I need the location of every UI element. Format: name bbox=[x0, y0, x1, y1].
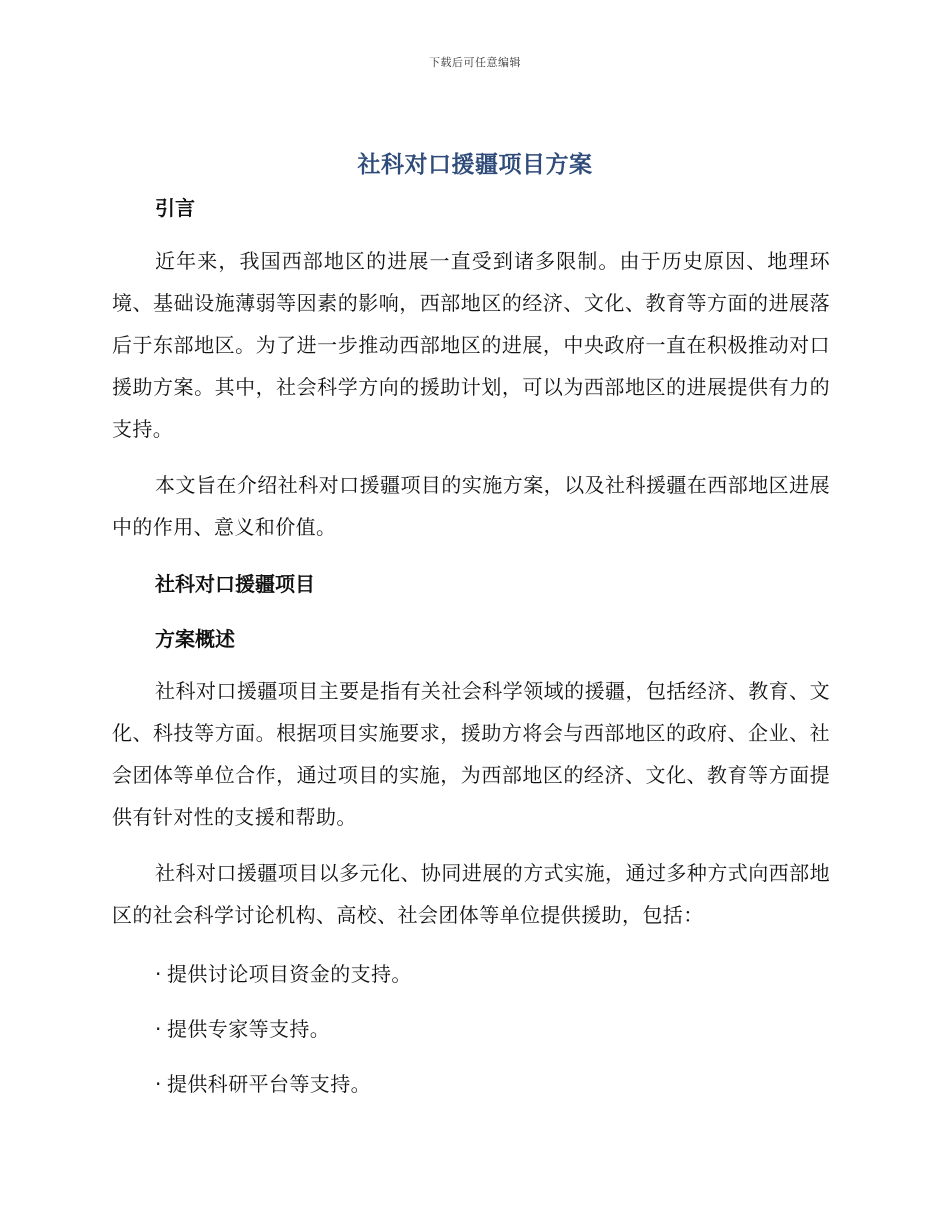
bullet-text: 提供科研平台等支持。 bbox=[167, 1072, 371, 1096]
section-heading-overview: 方案概述 bbox=[155, 627, 235, 651]
section-heading-intro: 引言 bbox=[155, 196, 195, 220]
bullet-item bbox=[155, 1068, 371, 1097]
section-heading-project: 社科对口援疆项目 bbox=[155, 572, 315, 596]
intro-paragraph-1: 近年来，我国西部地区的进展一直受到诸多限制。由于历史原因、地理环境、基础设施薄弱等因素的影响，西部地区的经济、文化、教育等方面的进展落后于东部地区。为了进一步推动西部地区的进展，中央政府一直在积极推动对口援助方案。其中，社会科学方向的援助计划，可以为西部地区的进展提供有力的支持。 bbox=[112, 249, 830, 441]
bullet-item bbox=[155, 958, 412, 987]
document-title: 社科对口援疆项目方案 bbox=[357, 152, 593, 178]
overview-paragraph-2: 社科对口援疆项目以多元化、协同进展的方式实施，通过多种方式向西部地区的社会科学讨论机构、高校、社会团体等单位提供援助，包括： bbox=[112, 861, 830, 927]
overview-paragraph-1: 社科对口援疆项目主要是指有关社会科学领域的援疆，包括经济、教育、文化、科技等方面。根据项目实施要求，援助方将会与西部地区的政府、企业、社会团体等单位合作，通过项目的实施，为西部地区的经济、文化、教育等方面提供有针对性的支援和帮助。 bbox=[112, 679, 830, 829]
bullet-text: 提供讨论项目资金的支持。 bbox=[167, 962, 412, 986]
bullet-item bbox=[155, 1013, 330, 1042]
bullet-text: 提供专家等支持。 bbox=[167, 1017, 331, 1041]
bullet-dot: · bbox=[155, 1072, 162, 1096]
running-header: 下载后可任意编辑 bbox=[429, 56, 521, 69]
bullet-dot: · bbox=[155, 962, 162, 986]
bullet-dot: · bbox=[155, 1017, 162, 1041]
intro-paragraph-2: 本文旨在介绍社科对口援疆项目的实施方案，以及社科援疆在西部地区进展中的作用、意义和价值。 bbox=[112, 473, 830, 539]
